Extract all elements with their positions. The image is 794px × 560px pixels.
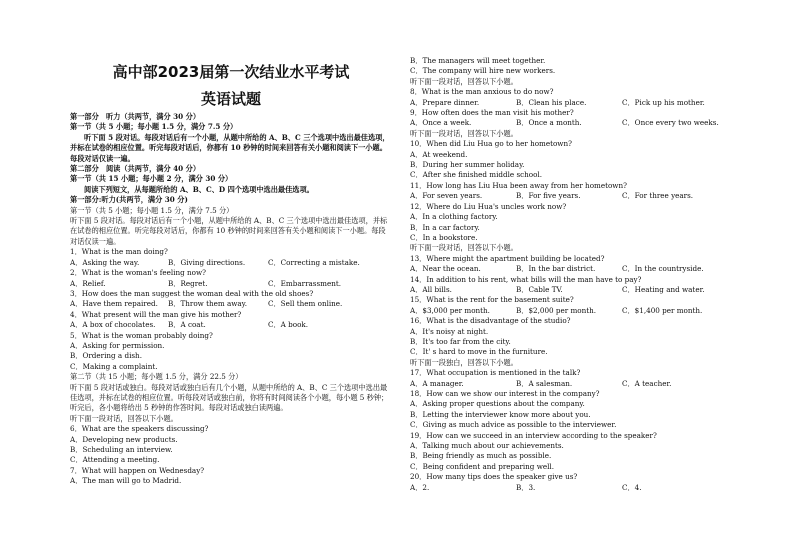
answer-options-row — [410, 191, 735, 201]
page-subtitle: 英语试题 — [200, 90, 261, 108]
answer-options-row — [410, 285, 735, 295]
text-line: 1．What is the man doing? — [70, 247, 168, 257]
text-line: 4．What present will the man give his mother? — [70, 309, 242, 319]
text-line: 听下面一段对话，回答以下小题。 — [410, 243, 518, 253]
answer-option: C．Correcting a mistake. — [268, 257, 360, 267]
text-line: B．Letting the interviewer know more about you. — [410, 409, 591, 419]
text-line: 8．What is the man anxious to do now? — [410, 87, 554, 97]
text-line: A．Talking much about our achievements. — [410, 441, 564, 451]
text-line: 14．In addition to his rent, what bills will the man have to pay? — [410, 274, 642, 284]
text-line: C．Giving as much advice as possible to the interviewer. — [410, 420, 617, 430]
text-line: 10．When did Liu Hua go to her hometown? — [410, 139, 572, 149]
text-line: 13．Where might the apartment building be located? — [410, 253, 605, 263]
text-line: B．During her summer holiday. — [410, 160, 525, 170]
text-line: 第一部分 听力（共两节，满分 30 分） — [70, 112, 201, 121]
text-line: 听下面 5 段对话。每段对话后有一个小题，从题中所给的 A、B、C 三个选项中选出最佳选项，并标在试卷的相应位置。听完每段对话后，你都有 10 秒钟的时间来回答有关小题和阅读下一小题。每段对话仅读一遍。 — [70, 132, 390, 163]
text-line: 听下面 5 段对话。每段对话后有一个小题，从题中所给的 A、B、C 三个选项中选出最佳选项，并标在试卷的相应位置。听完每段对话后，你都有 10 秒钟的时间来回答有关小题和阅读下一小题。每段对话仅读一遍。 — [70, 216, 388, 246]
answer-options-row — [410, 264, 735, 274]
text-line: C．Attending a meeting. — [70, 455, 160, 465]
text-line: A．Asking proper questions about the company. — [410, 399, 585, 409]
answer-option: A．$3,000 per month. — [410, 305, 490, 315]
text-line: 15．What is the rent for the basement suite? — [410, 295, 574, 305]
text-line: 20．How many tips does the speaker give us? — [410, 472, 578, 482]
answer-option: A．Have them repaired. — [70, 299, 158, 309]
answer-options-row — [410, 306, 735, 316]
answer-options-row — [70, 320, 392, 330]
answer-option: A．Asking the way. — [70, 257, 140, 267]
text-line: 第二部分 阅读（共两节，满分 40 分） — [70, 164, 201, 174]
answer-option: B．A salesman. — [516, 378, 573, 388]
answer-option: A．Relief. — [70, 278, 106, 288]
text-line: 阅读下列短文，从每题所给的 A、B、C、D 四个选项中选出最佳选项。 — [84, 184, 314, 194]
text-line: C．After she finished middle school. — [410, 170, 543, 180]
answer-option: B．Giving directions. — [168, 257, 246, 267]
text-line: A．It's noisy at night. — [410, 326, 489, 336]
text-line: 第一节（共 5 小题；每小题 1.5 分，满分 7.5 分） — [70, 122, 238, 132]
text-line: 听下面一段对话，回答以下小题。 — [410, 76, 518, 86]
text-line: B．Ordering a dish. — [70, 351, 142, 361]
text-line: 7．What will happen on Wednesday? — [70, 465, 205, 475]
answer-option: C．$1,400 per month. — [622, 305, 703, 315]
answer-option: A．A box of chocolates. — [70, 320, 156, 330]
text-line: 第一部分:听力(共两节，满分 30 分) — [70, 195, 188, 205]
text-line: 17．What occupation is mentioned in the talk? — [410, 368, 581, 378]
text-line: C．Being confident and preparing well. — [410, 461, 554, 471]
text-line: C．The company will hire new workers. — [410, 66, 556, 76]
text-line: C．Making a complaint. — [70, 361, 158, 371]
answer-option: A．All bills. — [410, 284, 452, 294]
answer-options-row — [410, 118, 735, 128]
answer-option: A．For seven years. — [410, 191, 483, 201]
text-line: 6．What are the speakers discussing? — [70, 424, 209, 434]
answer-option: A．A manager. — [410, 378, 464, 388]
answer-option: C．A teacher. — [622, 378, 672, 388]
text-line: 第二节（共 15 小题；每小题 1.5 分，满分 22.5 分） — [70, 372, 243, 382]
answer-option: C．A book. — [268, 320, 309, 330]
answer-options-row — [410, 379, 735, 389]
text-line: C．It' s hard to move in the furniture. — [410, 347, 548, 357]
text-line: 3．How does the man suggest the woman deal with the old shoes? — [70, 288, 314, 298]
text-line: 听下面一段独白，回答以下小题。 — [410, 357, 518, 367]
answer-option: C．Sell them online. — [268, 299, 343, 309]
answer-option: B．Throw them away. — [168, 299, 248, 309]
answer-option: B．Clean his place. — [516, 97, 587, 107]
answer-option: A．Near the ocean. — [410, 264, 481, 274]
text-line: A．At weekend. — [410, 149, 468, 159]
text-line: A．In a clothing factory. — [410, 212, 498, 222]
answer-option: C．Embarrassment. — [268, 278, 342, 288]
text-line: 听下面一段对话，回答以下小题。 — [70, 413, 178, 423]
left-column — [70, 56, 392, 487]
text-line: A．The man will go to Madrid. — [70, 476, 182, 486]
text-line: A．Developing new products. — [70, 434, 178, 444]
answer-option: B．A coat. — [168, 320, 206, 330]
answer-option: A．Once a week. — [410, 118, 472, 128]
right-column-body — [410, 56, 735, 493]
left-column-body — [70, 112, 392, 487]
answer-option: C．4. — [622, 482, 642, 492]
text-line: B．In a car factory. — [410, 222, 480, 232]
text-line: 听下面 5 段对话或独白。每段对话或独白后有几个小题，从题中所给的 A、B、C 三个选项中选出最佳选项，并标在试卷的相应位置。听每段对话或独白前，你将有时间阅读各个小题，每小题 5 秒钟；听完后，各小题将给出 5 秒钟的作答时间。每段对话或独白读两遍。 — [70, 382, 389, 413]
answer-option: B．Once a month. — [516, 118, 582, 128]
answer-option: B．$2,000 per month. — [516, 305, 597, 315]
text-line: 2．What is the woman's feeling now? — [70, 268, 206, 278]
answer-option: A．2. — [410, 482, 430, 492]
answer-option: C．In the countryside. — [622, 264, 704, 274]
answer-option: B．3. — [516, 482, 536, 492]
answer-option: B．For five years. — [516, 191, 581, 201]
right-column — [410, 56, 735, 493]
text-line: B．Scheduling an interview. — [70, 445, 173, 454]
text-line: 16．What is the disadvantage of the studio? — [410, 316, 571, 326]
text-line: B．It's too far from the city. — [410, 336, 511, 346]
answer-option: B．In the bar district. — [516, 264, 596, 274]
text-line: 9．How often does the man visit his mother? — [410, 108, 574, 118]
answer-options-row — [70, 279, 392, 289]
answer-option: C．Once every two weeks. — [622, 118, 719, 128]
text-line: A．Asking for permission. — [70, 340, 165, 350]
text-line: C．In a bookstore. — [410, 232, 478, 242]
answer-option: C．For three years. — [622, 191, 694, 201]
text-line: 12．Where do Liu Hua's uncles work now? — [410, 201, 567, 211]
text-line: 第一节（共 5 小题；每小题 1.5 分，满分 7.5 分） — [70, 205, 234, 215]
text-line: 第一节（共 15 小题；每小题 2 分，满分 30 分） — [70, 174, 233, 184]
answer-options-row — [410, 98, 735, 108]
answer-option: C．Heating and water. — [622, 284, 705, 294]
text-line: 11．How long has Liu Hua been away from her hometown? — [410, 180, 627, 190]
text-line: 18．How can we show our interest in the company? — [410, 389, 600, 398]
answer-option: C．Pick up his mother. — [622, 97, 705, 107]
answer-option: B．Regret. — [168, 278, 208, 288]
answer-option: B．Cable TV. — [516, 284, 563, 294]
answer-option: A．Prepare dinner. — [410, 97, 480, 107]
answer-options-row — [70, 258, 392, 268]
text-line: 听下面一段对话，回答以下小题。 — [410, 128, 518, 138]
answer-options-row — [70, 299, 392, 309]
page-title: 高中部2023届第一次结业水平考试 — [112, 63, 350, 81]
text-line: 5．What is the woman probably doing? — [70, 330, 213, 340]
answer-options-row — [410, 483, 735, 493]
text-line: B．Being friendly as much as possible. — [410, 451, 552, 461]
text-line: 19．How can we succeed in an interview according to the speaker? — [410, 430, 657, 440]
text-line: B．The managers will meet together. — [410, 56, 546, 65]
